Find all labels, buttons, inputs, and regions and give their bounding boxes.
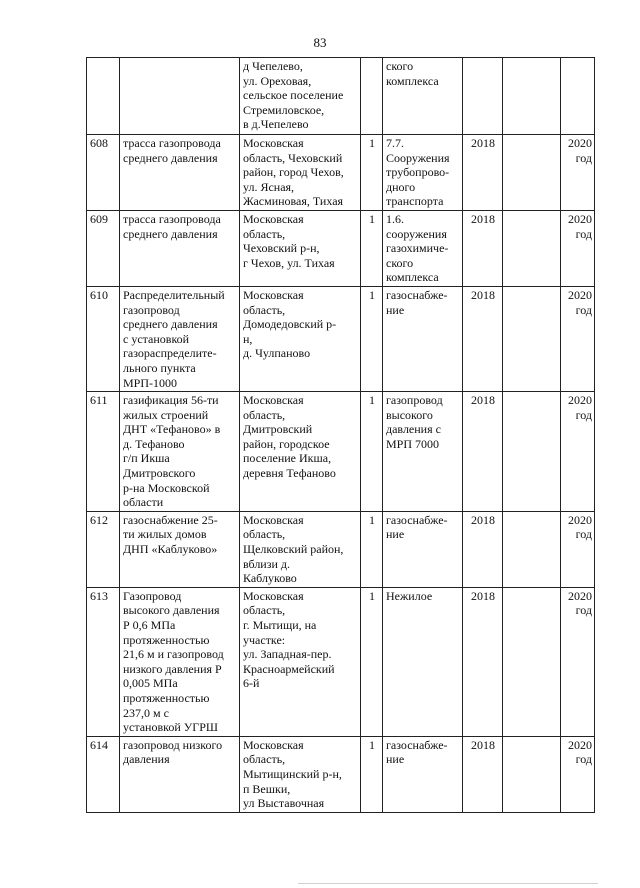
object-category: ского комплекса [383,58,463,135]
start-year: 2018 [463,392,503,512]
row-number: 608 [87,135,120,211]
object-name [120,58,240,135]
end-year: 2020 год [561,392,595,512]
end-year: 2020 год [561,587,595,736]
end-year: 2020 год [561,210,595,286]
blank-cell [503,736,561,812]
start-year: 2018 [463,587,503,736]
start-year: 2018 [463,286,503,391]
registry-table [86,57,595,813]
table-row [87,135,595,211]
row-number: 614 [87,736,120,812]
object-category: газопровод высокого давления с МРП 7000 [383,392,463,512]
start-year [463,58,503,135]
object-address: Московская область, Дмитровский район, городское поселение Икша, деревня Тефаново [240,392,361,512]
object-address: Московская область, Домодедовский р- н, д. Чулпаново [240,286,361,391]
blank-cell [503,587,561,736]
row-number: 613 [87,587,120,736]
blank-cell [503,511,561,587]
row-number: 611 [87,392,120,512]
object-address: Московская область, Чеховский район, город Чехов, ул. Ясная, Жасминовая, Тихая [240,135,361,211]
object-name: газоснабжение 25- ти жилых домов ДНП «Каблуково» [120,511,240,587]
table-row [87,736,595,812]
table-row [87,392,595,512]
object-category: 1.6. сооружения газохимиче- ского комплекса [383,210,463,286]
object-address: Московская область, Мытищинский р-н, п Вешки, ул Выставочная [240,736,361,812]
blank-cell [503,392,561,512]
page-number: 83 [313,35,327,50]
end-year: 2020 год [561,135,595,211]
start-year: 2018 [463,135,503,211]
object-quantity: 1 [361,135,383,211]
table-row [87,210,595,286]
object-name: газификация 56-ти жилых строений ДНТ «Тефаново» в д. Тефаново г/п Икша Дмитровского р-на Московской области [120,392,240,512]
start-year: 2018 [463,511,503,587]
end-year: 2020 год [561,286,595,391]
row-number [87,58,120,135]
blank-cell [503,135,561,211]
object-quantity: 1 [361,286,383,391]
blank-cell [503,58,561,135]
object-quantity: 1 [361,392,383,512]
row-number: 612 [87,511,120,587]
object-category: газоснабже- ние [383,286,463,391]
object-category: 7.7. Сооружения трубопрово- дного транспорта [383,135,463,211]
start-year: 2018 [463,210,503,286]
object-name: трасса газопровода среднего давления [120,135,240,211]
table-row [87,58,595,135]
table-row [87,587,595,736]
object-name: газопровод низкого давления [120,736,240,812]
object-name: Распределительный газопровод среднего давления с установкой газораспределите- льного пункта МРП-1000 [120,286,240,391]
object-category: Нежилое [383,587,463,736]
object-quantity: 1 [361,736,383,812]
end-year: 2020 год [561,736,595,812]
end-year [561,58,595,135]
object-category: газоснабже- ние [383,736,463,812]
start-year: 2018 [463,736,503,812]
row-number: 609 [87,210,120,286]
blank-cell [503,286,561,391]
object-address: д Чепелево, ул. Ореховая, сельское поселение Стремиловское, в д.Чепелево [240,58,361,135]
blank-cell [503,210,561,286]
table-row [87,511,595,587]
object-name: Газопровод высокого давления Р 0,6 МПа протяженностью 21,6 м и газопровод низкого давления Р 0,005 МПа протяженностью 237,0 м с установкой УГРШ [120,587,240,736]
object-address: Московская область, Щелковский район, вблизи д. Каблуково [240,511,361,587]
object-quantity: 1 [361,210,383,286]
table-row [87,286,595,391]
object-quantity [361,58,383,135]
object-quantity: 1 [361,587,383,736]
object-category: газоснабже- ние [383,511,463,587]
object-address: Московская область, г. Мытищи, на участке: ул. Западная-пер. Красноармейский 6-й [240,587,361,736]
object-name: трасса газопровода среднего давления [120,210,240,286]
object-address: Московская область, Чеховский р-н, г Чехов, ул. Тихая [240,210,361,286]
object-quantity: 1 [361,511,383,587]
row-number: 610 [87,286,120,391]
scan-edge-line [298,883,598,884]
end-year: 2020 год [561,511,595,587]
